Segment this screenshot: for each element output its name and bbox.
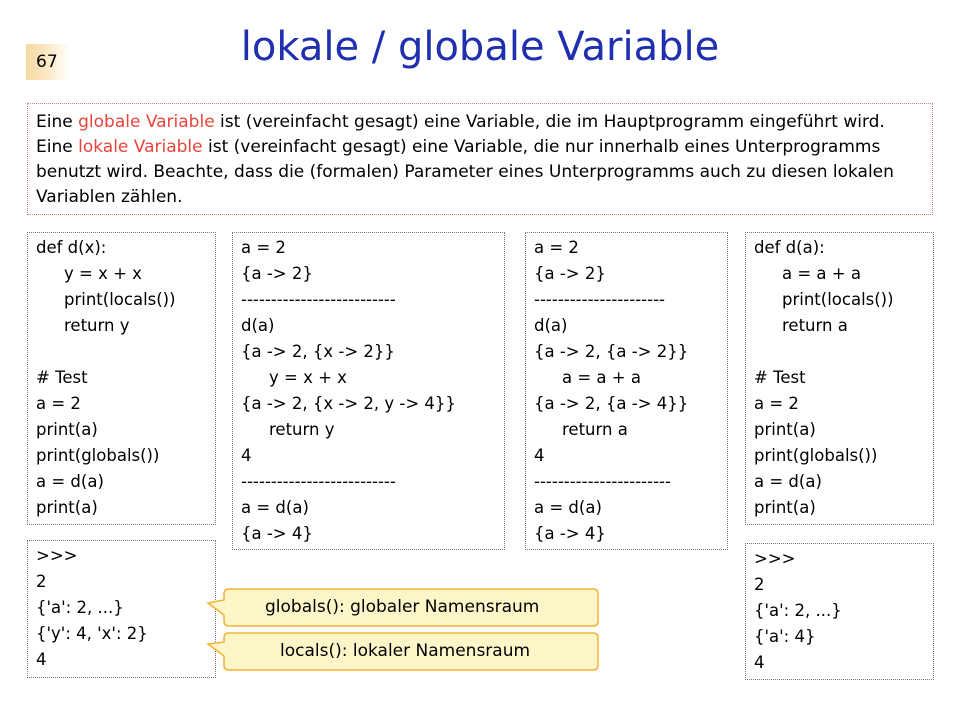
trace-line: a = d(a) <box>534 498 602 517</box>
slide-number: 67 <box>26 44 70 80</box>
output-line: 4 <box>36 650 47 669</box>
code-line: return y <box>64 316 130 335</box>
output-line: {'a': 2, ...} <box>36 598 124 617</box>
code-line: a = d(a) <box>36 472 104 491</box>
output-line: {'a': 2, ...} <box>754 601 842 620</box>
code-line: def d(x): <box>36 238 107 257</box>
code-line: print(a) <box>36 420 98 439</box>
code-line: # Test <box>36 368 88 387</box>
callout-locals <box>205 632 600 672</box>
trace-line: a = a + a <box>562 368 641 387</box>
output-line: 2 <box>36 572 47 591</box>
trace-line: {a -> 2, {a -> 2}} <box>534 342 689 361</box>
code-line: print(globals()) <box>36 446 160 465</box>
trace-line: -------------------------- <box>241 290 396 309</box>
trace-line: a = 2 <box>534 238 579 257</box>
intro-term-local: lokale Variable <box>78 137 203 157</box>
code-line <box>754 339 933 365</box>
code-line: y = x + x <box>64 264 142 283</box>
trace-line: ---------------------- <box>534 290 665 309</box>
code-line: print(locals()) <box>782 290 894 309</box>
intro-term-global: globale Variable <box>78 112 215 132</box>
output-line: {'y': 4, 'x': 2} <box>36 624 148 643</box>
trace-line: {a -> 2, {x -> 2, y -> 4}} <box>241 394 456 413</box>
trace-line: 4 <box>534 446 545 465</box>
code-line: return a <box>782 316 848 335</box>
output-box-left <box>27 540 216 678</box>
trace-line: {a -> 4} <box>241 524 313 543</box>
code-line: a = 2 <box>754 394 799 413</box>
trace-line: {a -> 2} <box>534 264 606 283</box>
trace-line: -------------------------- <box>241 472 396 491</box>
trace-line: return y <box>269 420 335 439</box>
code-line: a = 2 <box>36 394 81 413</box>
code-line: def d(a): <box>754 238 825 257</box>
output-box-right <box>745 543 934 680</box>
callout-locals-text: locals(): lokaler Namensraum <box>280 641 531 661</box>
code-line: print(a) <box>36 498 98 517</box>
trace-line: {a -> 2, {a -> 4}} <box>534 394 689 413</box>
trace-line: {a -> 4} <box>534 524 606 543</box>
trace-box-right <box>525 232 728 550</box>
output-line: 2 <box>754 575 765 594</box>
intro-text-1: Eine <box>36 112 79 132</box>
code-line: a = d(a) <box>754 472 822 491</box>
trace-line: d(a) <box>241 316 275 335</box>
intro-definition-box <box>27 103 933 215</box>
trace-line: a = d(a) <box>241 498 309 517</box>
callout-globals-text: globals(): globaler Namensraum <box>265 597 540 617</box>
trace-line: 4 <box>241 446 252 465</box>
output-line: {'a': 4} <box>754 627 816 646</box>
trace-line: {a -> 2} <box>241 264 313 283</box>
intro-text-3: ist (vereinfacht gesagt) eine Variable, die nur innerhalb eines Unterprogramms benutzt wird. Beachte, dass die (formalen) Parameter eines Unterprogramms auch zu diesen lokalen Variablen zählen. <box>36 137 894 207</box>
code-box-right <box>745 232 934 525</box>
code-box-left <box>27 232 216 525</box>
trace-line: ----------------------- <box>534 472 671 491</box>
output-line: >>> <box>36 546 78 565</box>
trace-line: {a -> 2, {x -> 2}} <box>241 342 395 361</box>
output-line: 4 <box>754 653 765 672</box>
trace-line: return a <box>562 420 628 439</box>
code-line: a = a + a <box>782 264 861 283</box>
trace-line: a = 2 <box>241 238 286 257</box>
trace-line: d(a) <box>534 316 568 335</box>
code-line: print(globals()) <box>754 446 878 465</box>
output-line: >>> <box>754 549 796 568</box>
code-line: print(a) <box>754 420 816 439</box>
code-line: # Test <box>754 368 806 387</box>
callout-globals <box>205 588 600 628</box>
code-line: print(locals()) <box>64 290 176 309</box>
intro-text-2: ist (vereinfacht gesagt) eine Variable, die im Hauptprogramm eingeführt wird. Eine <box>36 112 885 157</box>
trace-box-left <box>232 232 505 550</box>
trace-line: y = x + x <box>269 368 347 387</box>
code-line <box>36 339 215 365</box>
code-line: print(a) <box>754 498 816 517</box>
page-title: lokale / globale Variable <box>240 24 720 70</box>
